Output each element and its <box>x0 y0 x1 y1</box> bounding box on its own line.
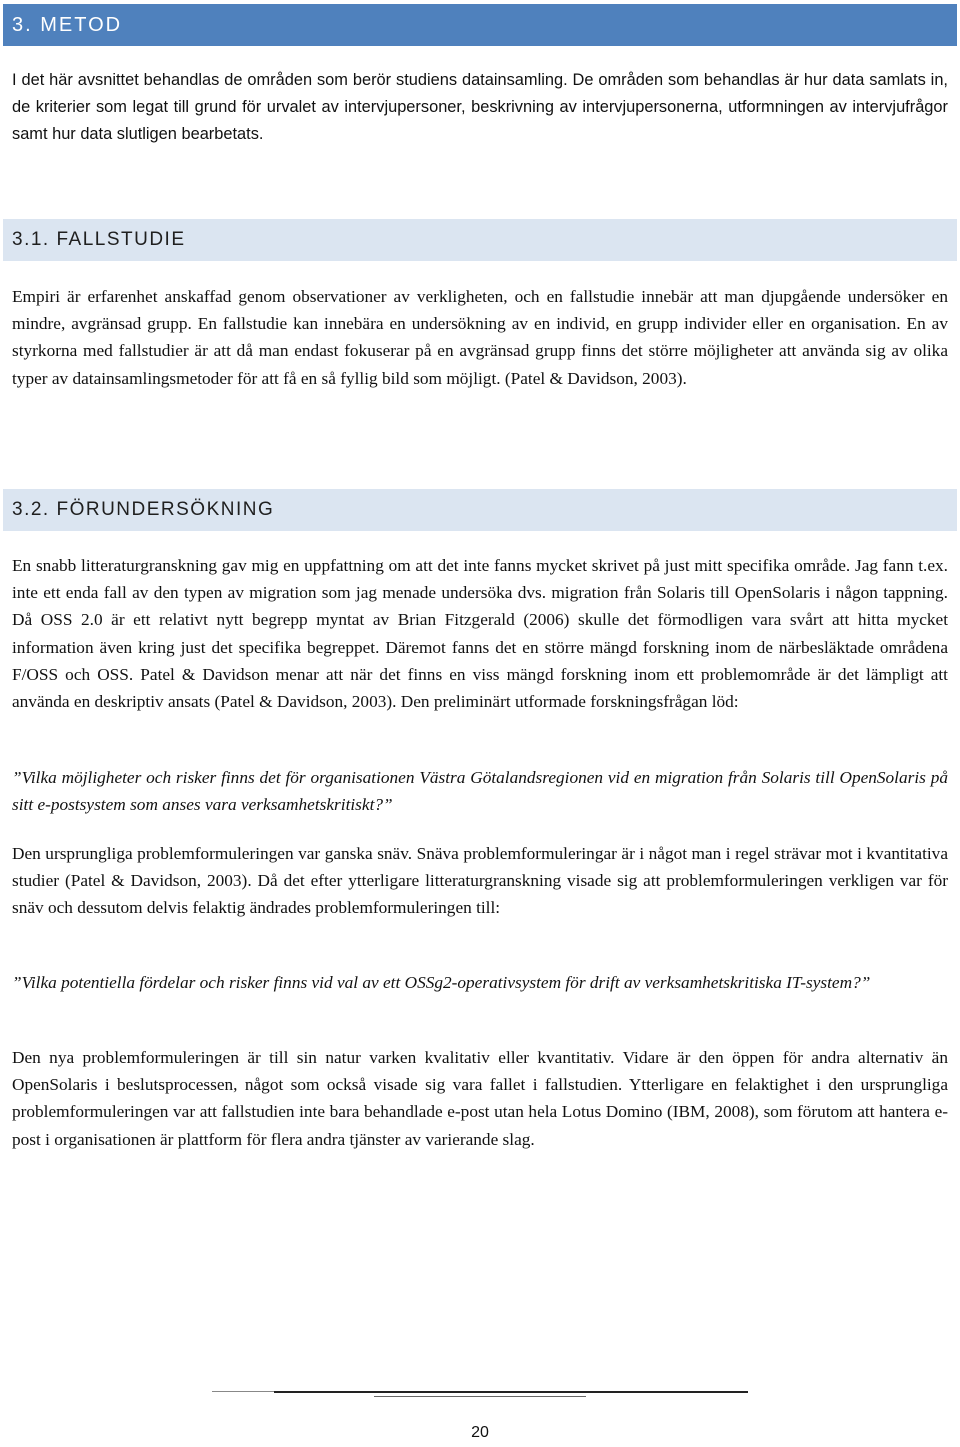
forundersokning-paragraph-1: En snabb litteraturgranskning gav mig en uppfattning om att det inte fanns mycket skrivet på just mitt specifika område. Jag fann t.ex. inte ett enda fall av den typen av migration som jag menade undersöka dvs. migration från Solaris till OpenSolaris i någon tappning. Då OSS 2.0 är ett relativt nytt begrepp myntat av Brian Fitzgerald (2006) skulle det förmodligen vara svårt att hitta mycket information även kring just det specifika begreppet. Däremot fanns det en större mängd forskning inom de närbesläktade områdena F/OSS och OSS. Patel & Davidson menar att när det finns en viss mängd forskning inom ett problemområde är det lämpligt att använda en deskriptiv ansats (Patel & Davidson, 2003). Den preliminärt utformade forskningsfrågan löd: <box>12 556 948 712</box>
page-number: 20 <box>471 1424 489 1441</box>
intro-paragraph: I det här avsnittet behandlas de områden som berör studiens datainsamling. De områden som behandlas är hur data samlats in, de kriterier som legat till grund för urvalet av intervjupersoner, beskrivning av intervjupersonerna, utformningen av intervjufrågor samt hur data slutligen bearbetats. <box>12 71 948 144</box>
fallstudie-paragraph: Empiri är erfarenhet anskaffad genom observationer av verkligheten, och en fallstudie innebär att man djupgående undersöker en mindre, avgränsad grupp. En fallstudie kan innebära en undersökning av en individ, en grupp individer eller en organisation. En av styrkorna med fallstudier är att då man endast fokuserar på en avgränsad grupp finns det större möjligheter att använda sig av olika typer av datainsamlingsmetoder för att få en så fyllig bild som möjligt. (Patel & Davidson, 2003). <box>12 287 948 388</box>
footer-rule-bold <box>274 1391 748 1393</box>
footer-rule-short <box>374 1396 586 1397</box>
subsection-heading-forundersokning: 3.2. FÖRUNDERSÖKNING <box>3 489 957 531</box>
subsection-heading-fallstudie: 3.1. FALLSTUDIE <box>3 219 957 261</box>
forundersokning-paragraph-3: Den nya problemformuleringen är till sin natur varken kvalitativ eller kvantitativ. Vidare är den öppen för andra alternativ än OpenSolaris i beslutsprocessen, något som också visade sig vara fallet i fallstudien. Ytterligare en felaktighet i den ursprungliga problemformuleringen var att fallstudien inte bara behandlade e-post utan hela Lotus Domino (IBM, 2008), som förutom att hantera e-post i organisationen är plattform för flera andra tjänster av varierande slag. <box>12 1048 948 1149</box>
section-heading: 3. METOD <box>3 4 957 46</box>
research-question-1: ”Vilka möjligheter och risker finns det för organisationen Västra Götalandsregionen vid en migration från Solaris till OpenSolaris på sitt e-postsystem som anses vara verksamhetskritiskt?” <box>12 768 948 815</box>
research-question-2: ”Vilka potentiella fördelar och risker finns vid val av ett OSSg2-operativsystem för drift av verksamhetskritiska IT-system?” <box>12 973 871 992</box>
forundersokning-paragraph-2: Den ursprungliga problemformuleringen var ganska snäv. Snäva problemformuleringar är i något man i regel strävar mot i kvantitativa studier (Patel & Davidson, 2003). Då det efter ytterligare litteraturgranskning visade sig att problemformuleringen verkligen var för snäv och dessutom delvis felaktig ändrades problemformuleringen till: <box>12 844 948 918</box>
